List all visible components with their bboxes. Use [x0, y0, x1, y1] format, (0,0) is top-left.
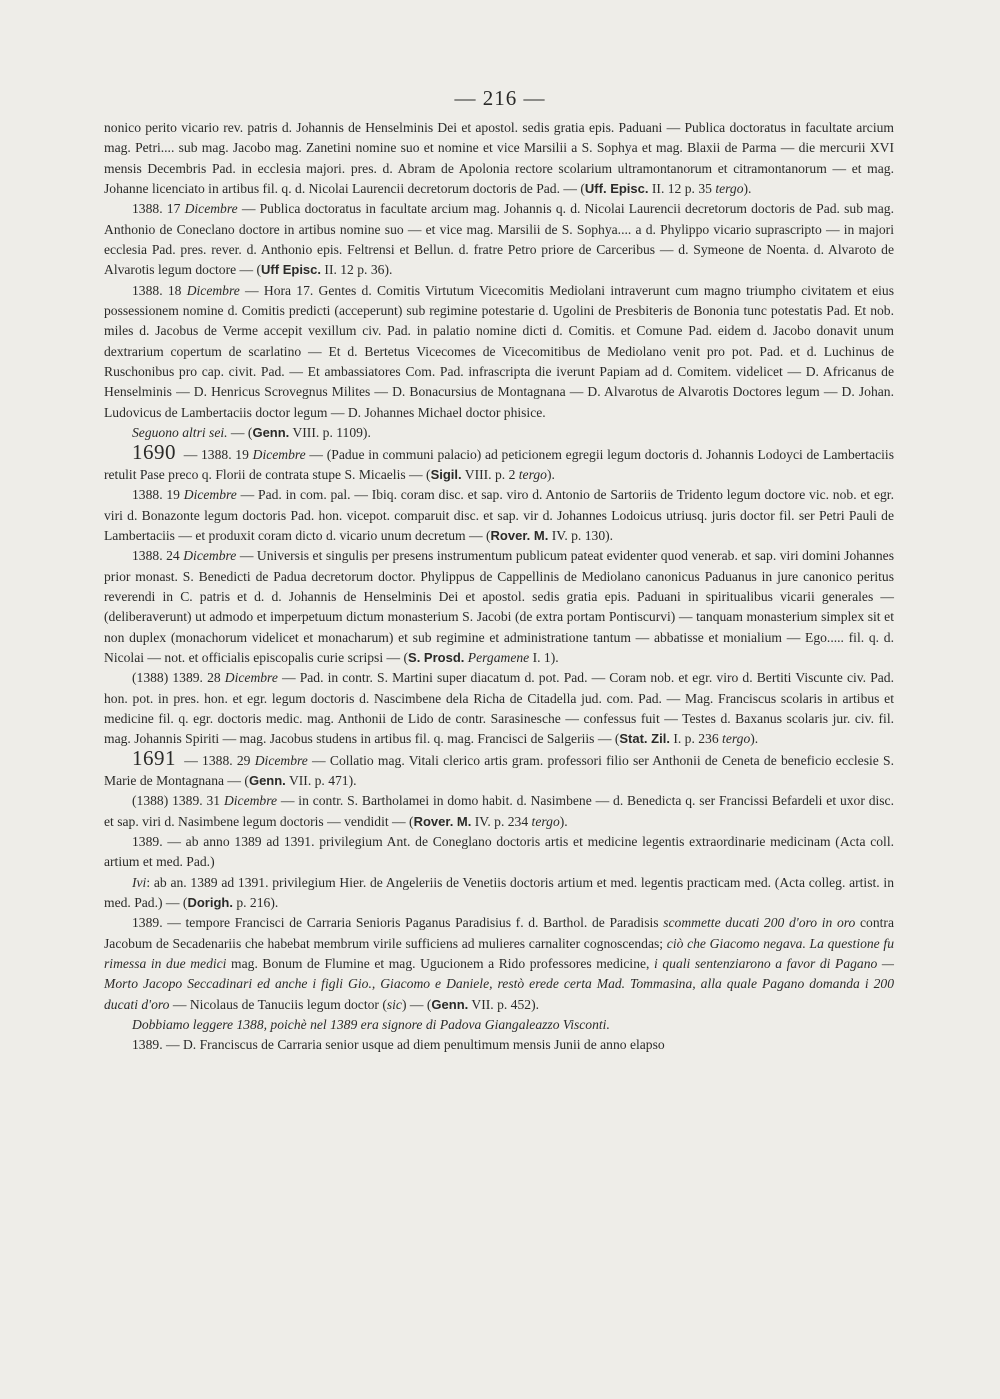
paragraph-p09: [104, 745, 894, 792]
source-reference: Genn.: [248, 773, 286, 788]
text-run: Dicembre: [254, 752, 308, 768]
text-run: 1389. — ab anno 1389 ad 1391. privilegium Ant. de Coneglano doctoris artis et medicine legentis extraordinarie medicinam (Acta coll. artium et med. Pad.): [104, 834, 894, 870]
text-run: — (: [227, 425, 253, 441]
source-reference: Stat. Zil.: [619, 731, 670, 747]
paragraph-p14: [104, 1015, 894, 1035]
text-run: contra Jacobum de Secadenariis che habebat membrum virile sufficiens ad mulieres carnaliter cognoscendas;: [104, 915, 894, 951]
text-run: Ivi: [132, 874, 147, 890]
text-run: — Collatio mag. Vitali clerico artis gram. professori filio ser Anthonii de Ceneta de beneficio ecclesie S. Marie de Montagnana — (: [104, 752, 894, 788]
paragraph-p03: [104, 281, 894, 423]
text-run: (1388) 1389. 28: [132, 670, 225, 686]
text-run: II. 12 p. 36).: [321, 262, 393, 278]
text-run: ).: [743, 181, 752, 197]
text-run: sic: [386, 996, 402, 1012]
source-reference: Dorigh.: [187, 895, 233, 911]
text-run: Dicembre: [252, 446, 306, 462]
source-reference: Uff. Episc.: [584, 181, 649, 197]
text-run: p. 216).: [232, 895, 279, 911]
source-reference: Uff Episc.: [261, 262, 322, 278]
text-run: 1389. — D. Franciscus de Carraria senior usque ad diem penultimum mensis Junii de anno elapso: [132, 1037, 665, 1053]
text-run: Dicembre: [184, 201, 238, 217]
source-reference: Sigil.: [430, 466, 462, 482]
paragraph-p11: [104, 832, 894, 873]
text-run: VIII. p. 2: [461, 466, 519, 482]
text-run: ).: [546, 466, 555, 482]
paragraph-p12: [104, 873, 894, 914]
text-run: — (Padue in communi palacio) ad peticionem egregii legum doctoris d. Johannis Lodoyci de Lambertaciis retulit Pase preco q. Florii de contrata stupe S. Micaelis — (: [104, 446, 894, 482]
text-run: Dicembre: [223, 793, 278, 809]
text-run: ) — (: [401, 996, 432, 1012]
paragraph-p15: [104, 1035, 894, 1055]
text-run: — Publica doctoratus in facultate arcium mag. Johannis q. d. Nicolai Laurencii decretorum doctoris de Pad. sub mag. Anthonio de Coneclano doctore in artibus nomine suo — et vice mag. Marsilii de S. Sophya.... a d. Phylippo vicario suprascripto — in majori ecclesia Pad. pres. rever. d. Anthonio epis. Feltrensi et Bellun. d. fratre Petro priore de Carceribus — d. Symeone de Noenta. d. Alvaroto de Alvarotis legum doctore — (: [104, 201, 894, 278]
paragraph-p04: [104, 423, 894, 443]
text-run: I. 1).: [529, 649, 559, 665]
paragraph-p07: [104, 546, 894, 668]
text-run: Pergamene: [467, 649, 530, 665]
source-reference: Genn.: [431, 996, 469, 1012]
text-run: Dicembre: [183, 487, 237, 503]
text-run: — 1388. 29: [180, 752, 255, 768]
paragraph-p01: [104, 118, 894, 199]
paragraph-p08: [104, 668, 894, 749]
text-run: tergo: [715, 181, 744, 197]
source-reference: S. Prosd.: [408, 649, 465, 665]
paragraph-p10: [104, 791, 894, 832]
text-run: 1388. 24: [132, 548, 184, 564]
text-run: ).: [750, 731, 759, 747]
text-run: — Hora 17. Gentes d. Comitis Virtutum Vicecomitis Mediolani intraverunt cum magno triumpho civitatem et eius possessionem nomine d. Comitis predicti (acceperunt) sub regimine potestarie d. Ugolini de Presbiteris de Bononia tunc potestatis Pad. Et nob. miles d. Jacobus de Verme accepit vexillum civ. Pad. in palatio nomine dicti d. Comitis. et Comune Pad. eidem d. Jacobo donavit unum dextrarium copertum de scarlatino — Et d. Bertetus Vicecomes de Vicecomitibus de Mediolano venit pro pot. Pad. et d. Luchinus de Ruschonibus pro cap. civit. Pad. — Et ambassiatores Com. Pad. infrascripta die iverunt Papiam ad d. Comitem. videlicet — D. Africanus de Henselminis — D. Henricus Scrovegnus Milites — D. Bonacursius de Montagnana — D. Alvarotus de Alvarotis Doctores legum — D. Johan. Ludovicus de Lambertaciis doctor legum — D. Johannes Michael doctor phisice.: [104, 282, 894, 420]
text-run: 1388. 18: [132, 282, 187, 298]
text-run: VII. p. 471).: [285, 773, 357, 788]
text-run: — Pad. in com. pal. — Ibiq. coram disc. et sap. viro d. Antonio de Sartoriis de Tridento legum doctore vic. nob. et egr. viri d. Bonazonte legum doctoris Pad. hon. vicepot. comparuit disc. et sap. vir d. Johannes Lodoicus utriusq. juris doctor fil. ser Petri Pauli de Lambertaciis — et produxit coram dicto d. vicario unum decretum — (: [104, 487, 894, 543]
source-reference: Rover. M.: [490, 527, 549, 543]
text-run: VIII. p. 1109).: [289, 425, 371, 441]
text-run: : ab an. 1389 ad 1391. privilegium Hier. de Angeleriis de Venetiis doctoris artium et med. legentis practicam med. (Acta colleg. artist. in med. Pad.) — (: [104, 874, 894, 911]
text-run: — Pad. in contr. S. Martini super diacatum d. pot. Pad. — Coram nob. et egr. viro d. Bertiti Viscunte civ. Pad. hon. pot. in pres. hon. et egr. legum doctoris d. Nascimbene dela Richa de Citadella jud. com. Pad. — Mag. Franciscus scolaris in artibus et medicine fil. q. egr. doctoris medic. mag. Anthonii de Lido de contr. Sarasinesche — confessus fuit — Testes d. Baxanus scolaris jur. civ. fil. mag. Johannis Spiriti — mag. Jacobus studens in artibus fil. q. mag. Francisci de Salgeriis — (: [104, 670, 894, 747]
source-reference: Rover. M.: [413, 813, 472, 829]
text-run: mag. Bonum de Flumine et mag. Ugucionem a Rido professores medicine,: [226, 956, 655, 972]
text-run: scommette ducati 200 d'oro in oro: [663, 915, 856, 931]
text-run: ciò che Giacomo negava. La questione fu rimessa in due medici: [104, 935, 894, 972]
text-run: II. 12 p. 35: [648, 181, 716, 197]
text-run: (1388) 1389. 31: [132, 793, 224, 809]
text-run: — 1388. 19: [180, 446, 253, 462]
source-reference: Genn.: [252, 425, 290, 441]
text-run: I. p. 236: [669, 731, 723, 747]
paragraph-p05: [104, 439, 894, 486]
text-run: tergo: [518, 466, 547, 482]
text-run: 1388. 17: [132, 201, 185, 217]
text-run: Seguono altri sei.: [132, 425, 228, 441]
text-run: — Universis et singulis per presens instrumentum publicum pateat evidenter quod venerab. et sap. viri domini Johannes prior monast. S. Benedicti de Padua decretorum doctor. Phylippus de Cappellinis de Mediolano canonicus Paduanus in jure canonico peritus reverendi in C. patris et d. d. Johannis de Henselminis Dei et apostol. sedis gratia epis. Paduani in spiritualibus vicarii generales — (deliberaverunt) ut admodo et imperpetuum dictum monasterium S. Jacobi (de extra portam Pontiscurvi) — tanquam monasterium simplex sit et non duplex (monachorum videlicet et monacharum) et sub regimine et administratione tantum — abbatisse et monialium — Ego..... fil. q. d. Nicolai — not. et officialis episcopalis curie scripsi — (: [104, 548, 895, 665]
document-number: 1691: [132, 745, 176, 770]
text-run: VII. p. 452).: [468, 996, 539, 1012]
text-run: — in contr. S. Bartholamei in domo habit. d. Nasimbene — d. Benedicta q. ser Francissi Befardeli et uxor disc. et sap. viri d. Nasimbene legum doctoris — vendidit — (: [104, 793, 894, 829]
text-run: Dicembre: [186, 282, 240, 298]
text-run: nonico perito vicario rev. patris d. Johannis de Henselminis Dei et apostol. sedis gratia epis. Paduani — Publica doctoratus in facultate arcium mag. Petri.... sub mag. Jacobo mag. Zanetini nomine suo et nomine et vice Marsilii a S. Sophya et mag. Blaxii de Parma — die mercurii XVI mensis Decembris Pad. in ecclesia majori. pres. d. Abram de Apolonia rectore scolarium ultramontanorum et citramontanorum — et mag. Johanne licenciato in artibus fil. q. d. Nicolai Laurencii decretorum doctoris de Pad. — (: [104, 120, 894, 197]
paragraph-p13: [104, 913, 894, 1015]
text-run: 1388. 19: [132, 487, 184, 503]
paragraph-p06: [104, 485, 894, 546]
text-run: tergo: [531, 813, 560, 829]
text-run: Dobbiamo leggere 1388, poichè nel 1389 era signore di Padova Giangaleazzo Visconti.: [132, 1017, 610, 1033]
text-run: — Nicolaus de Tanuciis legum doctor (: [169, 996, 387, 1012]
paragraph-p02: [104, 199, 894, 280]
text-run: ).: [559, 813, 568, 829]
text-run: tergo: [722, 731, 751, 747]
document-body: [104, 118, 894, 1056]
text-run: Dicembre: [224, 670, 278, 686]
text-run: IV. p. 130).: [548, 527, 614, 543]
document-number: 1690: [132, 439, 176, 464]
text-run: 1389. — tempore Francisci de Carraria Senioris Paganus Paradisius f. d. Barthol. de Paradisis: [132, 915, 664, 931]
text-run: Dicembre: [183, 548, 237, 564]
text-run: IV. p. 234: [471, 813, 532, 829]
page-number: — 216 —: [454, 86, 546, 110]
text-run: i quali sentenziarono a favor di Pagano — Morto Jacopo Seccadinari ed anche i figli Gio., Giacomo e Daniele, restò erede certa Mad. Tommasina, alla quale Pagano domanda i 200 ducati d'oro: [104, 956, 894, 1012]
